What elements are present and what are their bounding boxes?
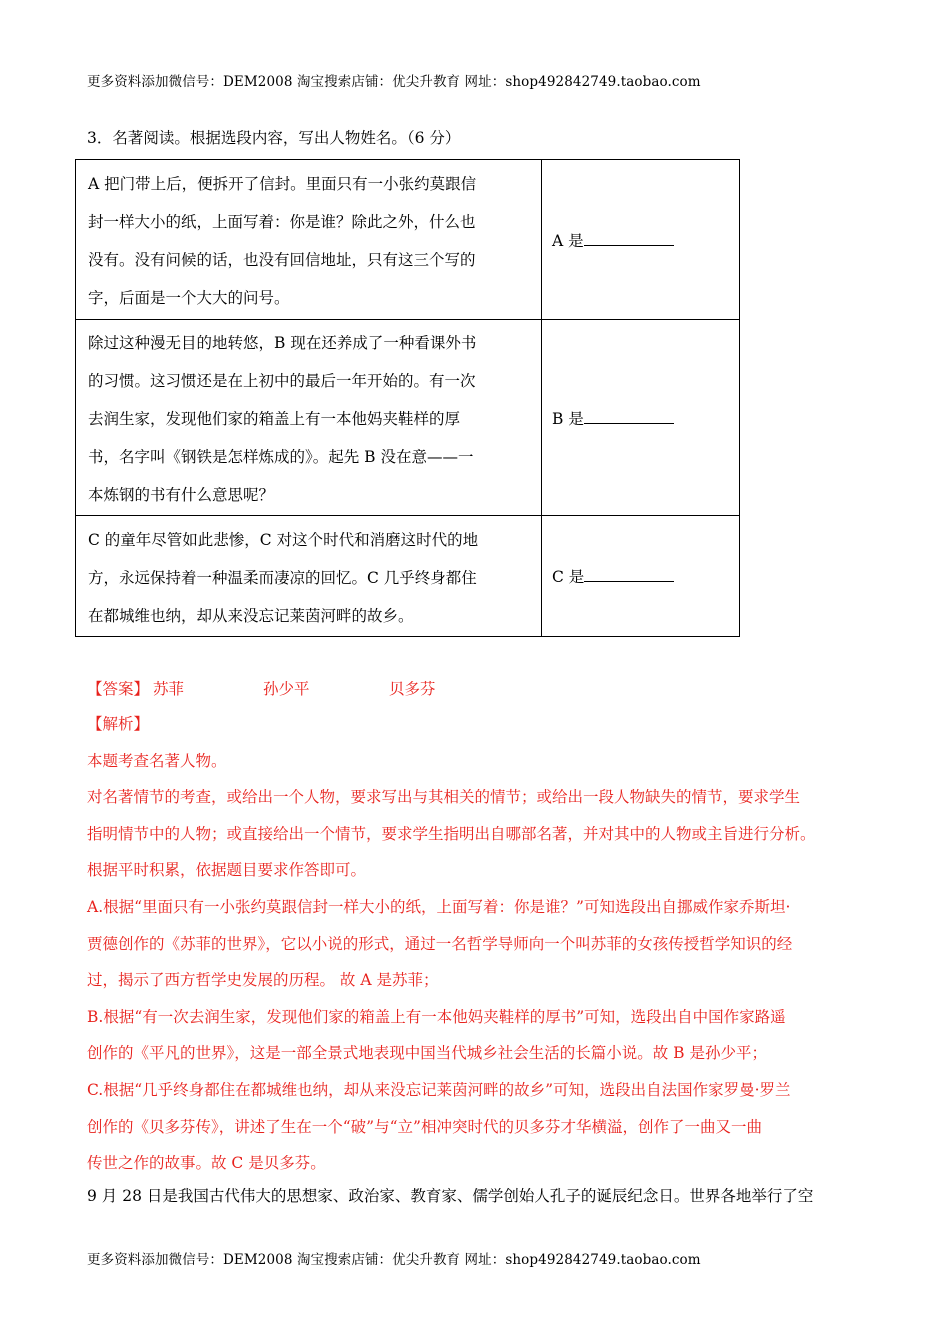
answer-cell-a[interactable] — [542, 160, 740, 320]
table-row — [76, 516, 740, 637]
answer-a: 苏菲 — [153, 680, 185, 698]
passage-a: A 把门带上后，便拆开了信封。里面只有一小张约莫跟信 封一样大小的纸，上面写着：你是谁？除此之外，什么也 没有。没有问候的话，也没有回信地址，只有这三个写的 字，后面是一个大大的问号。 — [76, 160, 542, 320]
answer-label-b: B 是 — [552, 409, 584, 428]
answer-label-c: C 是 — [552, 568, 585, 586]
analysis-block: 【解析】 本题考查名著人物。 对名著情节的考查，或给出一个人物，要求写出与其相关的情节；或给出一段人物缺失的情节，要求学生 指明情节中的人物；或直接给出一个情节，要求学生指明出自哪部名著，并对其中的人物或主旨进行分析。 根据平时积累，依据题目要求作答即可。 A.根据“里面只有一小张约莫跟信封一样大小的纸，上面写着：你是谁？”可知选段出自挪威作家乔斯坦· 贾德创作的《苏菲的世界》，它以小说的形式，通过一名哲学导师向一个叫苏菲的女孩传授哲学知识的经 过，揭示了西方哲学史发展的历程。 故 A 是苏菲； B.根据“有一次去润生家，发现他们家的箱盖上有一本他妈夹鞋样的厚书”可知，选段出自中国作家路遥 创作的《平凡的世界》，这是一部全景式地表现中国当代城乡社会生活的长篇小说。故 B 是孙少平； C.根据“几乎终身都住在都城维也纳，却从来没忘记莱茵河畔的故乡”可知，选段出自法国作家罗曼·罗兰 创作的《贝多芬传》，讲述了生在一个“破”与“立”相冲突时代的贝多芬才华横溢，创作了一曲又一曲 传世之作的故事。故 C 是贝多芬。 — [87, 706, 877, 1182]
page-header: 更多资料添加微信号：DEM2008 淘宝搜索店铺：优尖升教育 网址：shop492842749.taobao.com — [87, 74, 701, 90]
answer-blank-a[interactable] — [584, 231, 674, 246]
answer-blank-b[interactable] — [584, 409, 674, 424]
answer-c: 贝多芬 — [389, 680, 436, 698]
question-table — [75, 159, 740, 637]
answer-b: 孙少平 — [263, 680, 310, 698]
answer-cell-c[interactable] — [542, 516, 740, 637]
page-footer: 更多资料添加微信号：DEM2008 淘宝搜索店铺：优尖升教育 网址：shop492842749.taobao.com — [87, 1252, 701, 1268]
answer-label-a: A 是 — [552, 231, 584, 250]
passage-b: 除过这种漫无目的地转悠，B 现在还养成了一种看课外书 的习惯。这习惯还是在上初中的最后一年开始的。有一次 去润生家，发现他们家的箱盖上有一本他妈夹鞋样的厚 书，名字叫《钢铁是怎样炼成的》。起先 B 没在意——一 本炼钢的书有什么意思呢？ — [76, 320, 542, 516]
table-row — [76, 320, 740, 516]
answer-blank-c[interactable] — [584, 567, 674, 582]
analysis-label: 【解析】 — [87, 715, 150, 733]
next-question: 9 月 28 日是我国古代伟大的思想家、政治家、教育家、儒学创始人孔子的诞辰纪念日。世界各地举行了空 — [87, 1187, 814, 1205]
passage-c: C 的童年尽管如此悲惨，C 对这个时代和消磨这时代的地 方，永远保持着一种温柔而凄凉的回忆。C 几乎终身都住 在都城维也纳，却从来没忘记莱茵河畔的故乡。 — [76, 516, 542, 637]
question-title: 3．名著阅读。根据选段内容，写出人物姓名。（6 分） — [87, 129, 461, 147]
answer-label: 【答案】 — [87, 680, 150, 698]
answer-cell-b[interactable] — [542, 320, 740, 516]
table-row — [76, 160, 740, 320]
